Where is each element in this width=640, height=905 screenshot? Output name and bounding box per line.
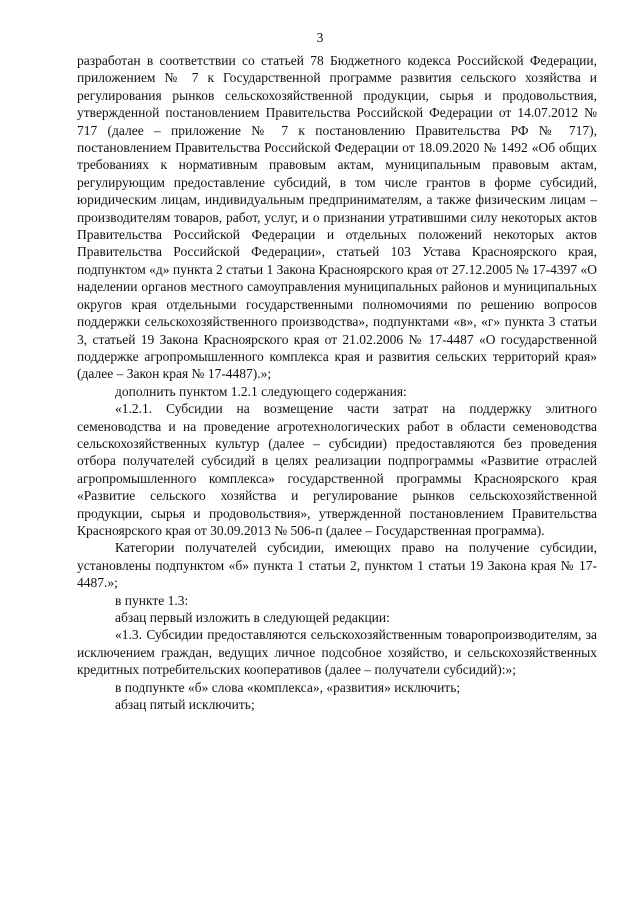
paragraph-clause-1-3: «1.3. Субсидии предоставляются сельскохозяйственным товаропроизводителям, за исключением граждан, ведущих личное подсобное хозяйство, и сельскохозяйственных кредитных потребительских кооперативов (далее – получатели субсидий):»; (77, 627, 597, 678)
paragraph-first-abzac: абзац первый изложить в следующей редакции: (115, 610, 390, 625)
page-number: 3 (316, 30, 324, 45)
paragraph-fifth-abzac: абзац пятый исключить; (115, 697, 255, 713)
paragraph-legal-basis: разработан в соответствии со статьей 78 Бюджетного кодекса Российской Федерации, приложением № 7 к Государственной программе развития сельского хозяйства и регулирования рынков сельскохозяйственной продукции, сырья и продовольствия, утвержденной постановлением Правительства Российской Федерации от 14.07.2012 № 717 (далее – приложение № 7 к постановлению Правительства РФ № 717), постановлением Правительства Российской Федерации от 18.09.2020 № 1492 «Об общих требованиях к нормативным правовым актам, муниципальным правовым актам, регулирующим предоставление субсидий, в том числе грантов в форме субсидий, юридическим лицам, индивидуальным предпринимателям, а также физическим лицам – производителям товаров, работ, услуг, и о признании утратившими силу некоторых актов Правительства Российской Федерации и отдельных положений некоторых актов Правительства Российской Федерации», статьей 103 Устава Красноярского края, подпунктом «д» пункта 2 статьи 1 Закона Красноярского края от 27.12.2005 № 17-4397 «О наделении органов местного самоуправления муниципальных районов и муниципальных округов края отдельными государственными полномочиями по решению вопросов поддержки сельскохозяйственного производства», подпунктами «в», «г» пункта 3 статьи 3, статьей 19 Закона Красноярского края от 21.02.2006 № 17-4487 «О государственной поддержке агропромышленного комплекса края и развития сельских территорий края» (далее – Закон края № 17-4487).»; (77, 53, 597, 382)
document-body (77, 52, 597, 713)
paragraph-in-clause-1-3: в пункте 1.3: (115, 592, 189, 608)
paragraph-add-clause: дополнить пунктом 1.2.1 следующего содержания: (115, 383, 407, 399)
paragraph-clause-1-2-1: «1.2.1. Субсидии на возмещение части затрат на поддержку элитного семеноводства и на проведение агротехнологических работ в области семеноводства сельскохозяйственных культур (далее – субсидии) предоставляются без проведения отбора получателей субсидий в целях реализации подпрограммы «Развитие отраслей агропромышленного комплекса» государственной программы Красноярского края «Развитие сельского хозяйства и регулирование рынков сельскохозяйственной продукции, сырья и продовольствия», утвержденной постановлением Правительства Красноярского края от 30.09.2013 № 506-п (далее – Государственная программа). (77, 401, 597, 538)
paragraph-recipient-categories: Категории получателей субсидии, имеющих право на получение субсидии, установлены подпунктом «б» пункта 1 статьи 2, пунктом 1 статьи 19 Закона края № 17-4487.»; (77, 540, 597, 591)
paragraph-subclause-b: в подпункте «б» слова «комплекса», «развития» исключить; (115, 679, 461, 695)
